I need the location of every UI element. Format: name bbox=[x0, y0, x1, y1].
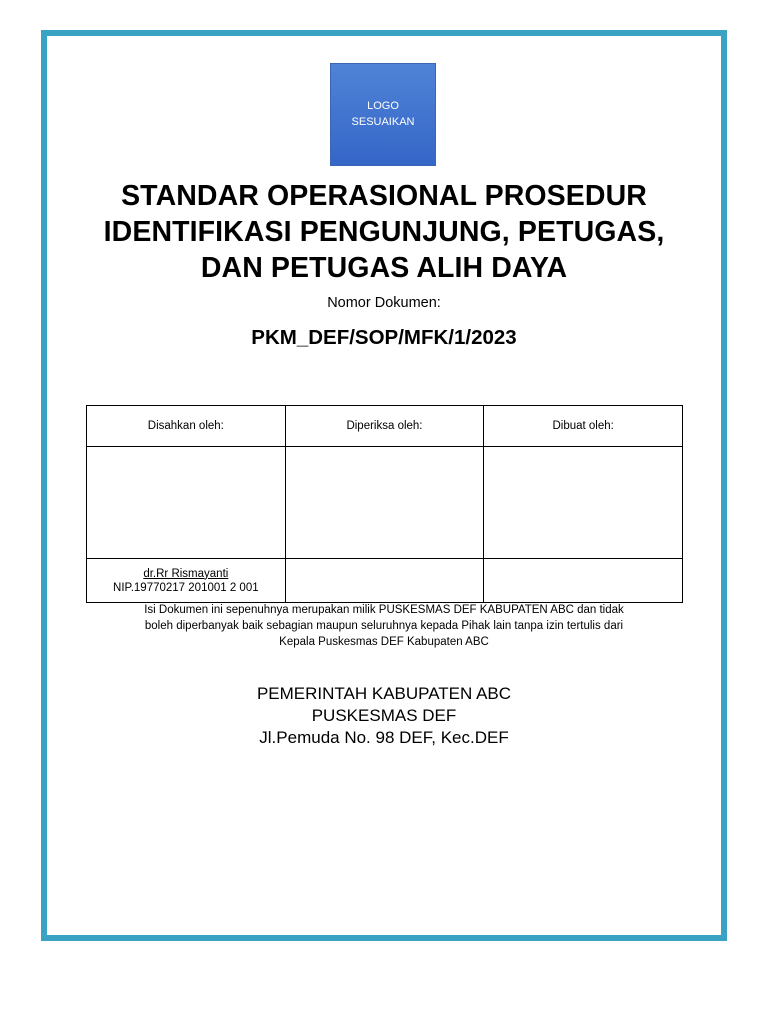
approval-header-row bbox=[87, 406, 683, 447]
signature-cell-checked bbox=[285, 447, 484, 559]
document-number-label: Nomor Dokumen: bbox=[327, 295, 441, 311]
signer-nip: NIP.19770217 201001 2 001 bbox=[113, 581, 259, 594]
footer-government: PEMERINTAH KABUPATEN ABC bbox=[256, 684, 512, 703]
signer-cell-made bbox=[484, 559, 683, 603]
notice-line-2: boleh diperbanyak baik sebagian maupun seluruhnya kepada Pihak lain tanpa izin tertulis dari bbox=[144, 620, 624, 632]
logo-placeholder bbox=[330, 63, 436, 166]
signer-name-row bbox=[87, 559, 683, 603]
signature-row bbox=[87, 447, 683, 559]
signer-name: dr.Rr Rismayanti bbox=[143, 567, 229, 580]
header-made-by: Dibuat oleh: bbox=[484, 406, 683, 447]
header-approved-by: Disahkan oleh: bbox=[87, 406, 286, 447]
ownership-notice bbox=[41, 602, 727, 650]
header-checked-by: Diperiksa oleh: bbox=[285, 406, 484, 447]
logo-text-line2: SESUAIKAN bbox=[351, 115, 415, 128]
signer-cell-checked bbox=[285, 559, 484, 603]
institution-footer bbox=[41, 683, 727, 749]
logo-text-line1: LOGO bbox=[367, 99, 399, 112]
title-line-1: STANDAR OPERASIONAL PROSEDUR bbox=[121, 180, 647, 212]
footer-puskesmas: PUSKESMAS DEF bbox=[311, 706, 457, 725]
signature-cell-made bbox=[484, 447, 683, 559]
footer-address: Jl.Pemuda No. 98 DEF, Kec.DEF bbox=[259, 728, 509, 747]
signature-cell-approved bbox=[87, 447, 286, 559]
document-number: PKM_DEF/SOP/MFK/1/2023 bbox=[251, 326, 517, 349]
signer-cell-approved bbox=[87, 559, 286, 603]
document-title bbox=[41, 178, 727, 286]
notice-line-3: Kepala Puskesmas DEF Kabupaten ABC bbox=[279, 636, 489, 648]
title-line-3: DAN PETUGAS ALIH DAYA bbox=[200, 252, 568, 284]
title-line-2: IDENTIFIKASI PENGUNJUNG, PETUGAS, bbox=[103, 216, 665, 248]
approval-table bbox=[86, 405, 683, 603]
notice-line-1: Isi Dokumen ini sepenuhnya merupakan milik PUSKESMAS DEF KABUPATEN ABC dan tidak bbox=[144, 604, 624, 616]
